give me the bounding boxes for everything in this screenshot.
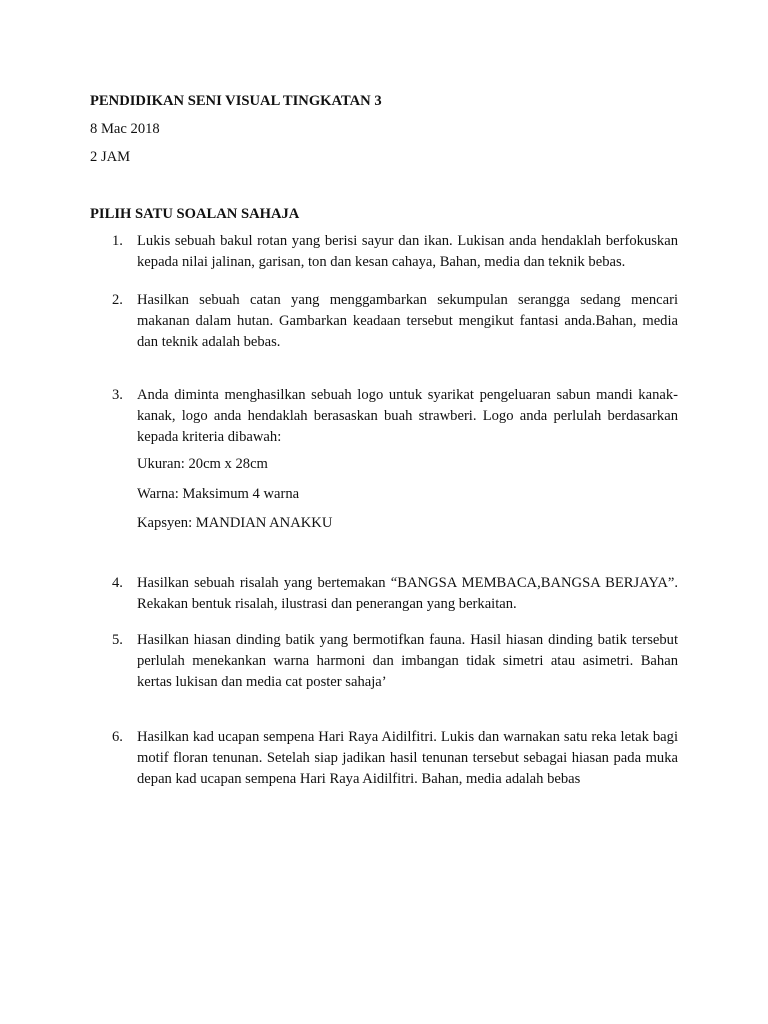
question-body <box>137 231 678 273</box>
question-number: 2. <box>112 292 123 308</box>
question-5 <box>112 630 678 694</box>
document-duration: 2 JAM <box>90 149 131 165</box>
criteria-colour: Warna: Maksimum 4 warna <box>137 486 300 502</box>
question-body <box>137 385 678 448</box>
question-2 <box>112 290 678 354</box>
question-4 <box>112 573 678 617</box>
question-body <box>137 290 678 353</box>
question-number: 6. <box>112 729 123 745</box>
question-text: Hasilkan kad ucapan sempena Hari Raya Aidilfitri. Lukis dan warnakan satu reka letak bagi motif floran tenunan. Setelah siap jadikan hasil tenunan tersebut sebagai hiasan pada muka depan kad ucapan sempena Hari Raya Aidilfitri. Bahan, media adalah bebas <box>137 729 678 787</box>
question-body <box>137 573 678 615</box>
question-3 <box>112 385 678 449</box>
document-date: 8 Mac 2018 <box>90 121 160 137</box>
question-text: Anda diminta menghasilkan sebuah logo untuk syarikat pengeluaran sabun mandi kanak-kanak, logo anda hendaklah berasaskan buah strawberi. Logo anda perlulah berdasarkan kepada kriteria dibawah: <box>137 387 678 445</box>
question-number: 4. <box>112 575 123 591</box>
question-1 <box>112 231 678 275</box>
question-number: 3. <box>112 387 123 403</box>
criteria-caption: Kapsyen: MANDIAN ANAKKU <box>137 515 333 531</box>
question-text: Lukis sebuah bakul rotan yang berisi sayur dan ikan. Lukisan anda hendaklah berfokuskan kepada nilai jalinan, garisan, ton dan kesan cahaya, Bahan, media dan teknik bebas. <box>137 233 678 270</box>
question-number: 1. <box>112 233 123 249</box>
question-body <box>137 630 678 693</box>
question-body <box>137 727 678 790</box>
question-number: 5. <box>112 632 123 648</box>
question-text: Hasilkan sebuah catan yang menggambarkan sekumpulan serangga sedang mencari makanan dalam hutan. Gambarkan keadaan tersebut mengikut fantasi anda.Bahan, media dan teknik adalah bebas. <box>137 292 678 350</box>
instruction-heading: PILIH SATU SOALAN SAHAJA <box>90 206 300 222</box>
question-text: Hasilkan hiasan dinding batik yang bermotifkan fauna. Hasil hiasan dinding batik tersebut perlulah menekankan warna harmoni dan imbangan tidak simetri atau asimetri. Bahan kertas lukisan dan media cat poster sahaja’ <box>137 632 678 690</box>
question-text: Hasilkan sebuah risalah yang bertemakan “BANGSA MEMBACA,BANGSA BERJAYA”. Rekakan bentuk risalah, ilustrasi dan penerangan yang berkaitan. <box>137 575 678 612</box>
question-6 <box>112 727 678 791</box>
criteria-size: Ukuran: 20cm x 28cm <box>137 456 268 472</box>
document-title: PENDIDIKAN SENI VISUAL TINGKATAN 3 <box>90 93 382 109</box>
